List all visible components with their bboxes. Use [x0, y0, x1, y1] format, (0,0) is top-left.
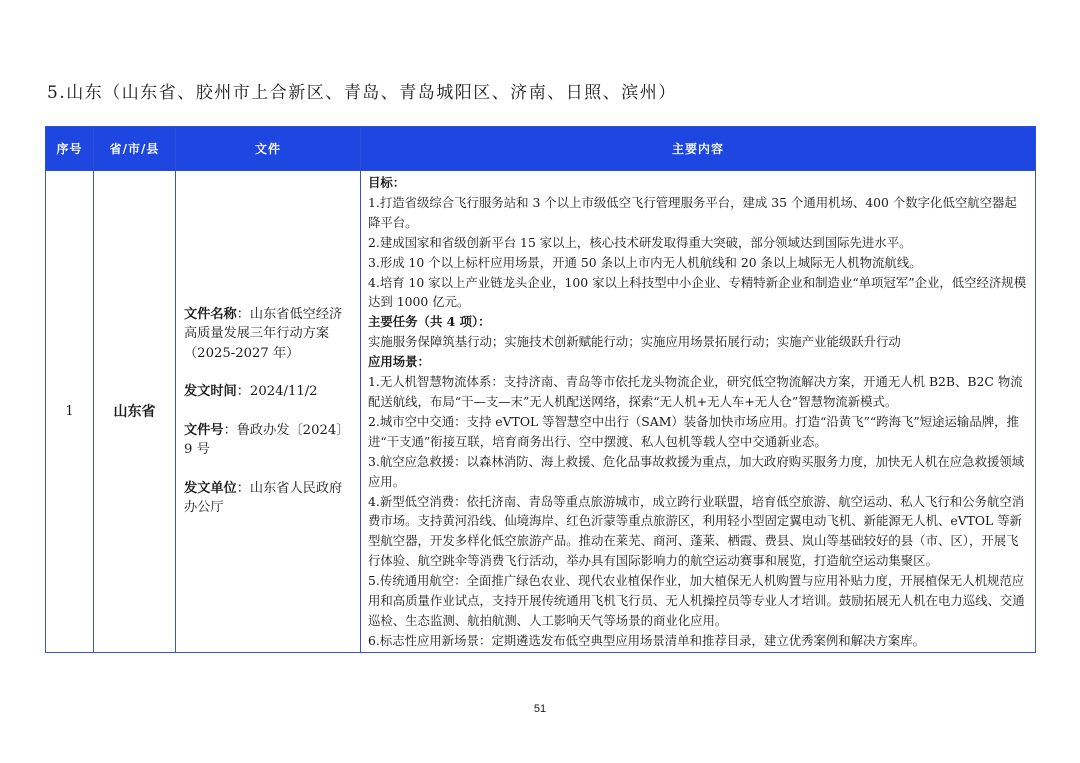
table-row: [46, 171, 1036, 653]
file-date-label: 发文时间: [184, 384, 237, 400]
page-number: 51: [533, 703, 547, 715]
policy-table: [45, 126, 1036, 653]
file-issuer: [184, 479, 354, 518]
header-content: 主要内容: [361, 127, 1036, 171]
file-number: [184, 421, 354, 460]
scene-item: 6.标志性应用新场景：定期遴选发布低空典型应用场景清单和推荐目录，建立优秀案例和解决方案库。: [368, 632, 926, 648]
file-date-value: ：2024/11/2: [236, 384, 318, 400]
goal-item: 3.形成 10 个以上标杆应用场景，开通 50 条以上市内无人机航线和 20 条以上城际无人机物流航线。: [368, 254, 922, 270]
scene-item: 2.城市空中交通：支持 eVTOL 等智慧空中出行（SAM）装备加快市场应用。打造“沿黄飞”“跨海飞”短途运输品牌，推进“干支通”衔接互联，培育商务出行、空中摆渡、私人包机等载人空中交通新业态。: [368, 413, 1019, 449]
file-name-value: ：山东省低空经济高质量发展三年行动方案（2025-2027 年）: [184, 306, 343, 361]
file-name: [184, 305, 354, 364]
scene-item: 3.航空应急救援：以森林消防、海上救援、危化品事故救援为重点，加大政府购买服务力度，加快无人机在应急救援领域应用。: [368, 453, 1025, 489]
main-content-cell: [361, 171, 1036, 653]
table-header-row: [46, 127, 1036, 171]
row-province: 山东省: [94, 171, 176, 653]
section-heading: 5.山东（山东省、胶州市上合新区、青岛、青岛城阳区、济南、日照、滨州）: [47, 83, 677, 103]
tasks-title: 主要任务（共 4 项）：: [368, 314, 491, 330]
goals-title: 目标：: [368, 175, 406, 190]
file-number-value: ：鲁政办发〔2024〕9 号: [184, 422, 350, 458]
header-region: 省/市/县: [94, 127, 176, 171]
row-index: 1: [46, 171, 94, 653]
file-info-cell: [176, 171, 361, 653]
scene-item: 1.无人机智慧物流体系：支持济南、青岛等市依托龙头物流企业，研究低空物流解决方案，开通无人机 B2B、B2C 物流配送航线，布局“干—支—末”无人机配送网络，探索“无人机+无人车+无人仓”智慧物流新模式。: [368, 374, 1023, 409]
goal-item: 2.建成国家和省级创新平台 15 家以上，核心技术研发取得重大突破，部分领域达到国际先进水平。: [368, 234, 912, 250]
file-issuer-value: ：山东省人民政府办公厅: [184, 480, 343, 516]
file-date: [184, 382, 354, 402]
goal-item: 4.培育 10 家以上产业链龙头企业，100 家以上科技型中小企业、专精特新企业和制造业“单项冠军”企业，低空经济规模达到 1000 亿元。: [368, 274, 1027, 310]
file-name-label: 文件名称: [184, 306, 237, 322]
file-number-label: 文件号: [184, 422, 224, 438]
header-file: 文件: [176, 127, 361, 171]
header-index: 序号: [46, 127, 94, 171]
scenes-title: 应用场景：: [368, 354, 430, 370]
scene-item: 5.传统通用航空：全面推广绿色农业、现代农业植保作业，加大植保无人机购置与应用补贴力度，开展植保无人机规范应用和高质量作业试点，支持开展传统通用飞机飞行员、无人机操控员等专业人才培训。鼓励拓展无人机在电力巡线、交通巡检、生态监测、航拍航测、人工影响天气等场景的商业化应用。: [368, 573, 1025, 628]
scene-item: 4.新型低空消费：依托济南、青岛等重点旅游城市，成立跨行业联盟，培育低空旅游、航空运动、私人飞行和公务航空消费市场。支持黄河沿线、仙境海岸、红色沂蒙等重点旅游区，利用轻小型固定翼电动飞机、新能源无人机、eVTOL 等新型航空器，开发多样化低空旅游产品。推动在莱芜、商河、蓬莱、栖霞、费县、岚山等基础较好的县（市、区），开展飞行体验、航空跳伞等消费飞行活动，举办具有国际影响力的航空运动赛事和展览，打造航空运动集聚区。: [368, 493, 1025, 569]
goal-item: 1.打造省级综合飞行服务站和 3 个以上市级低空飞行管理服务平台，建成 35 个通用机场、400 个数字化低空航空器起降平台。: [368, 194, 1017, 230]
file-issuer-label: 发文单位: [184, 480, 237, 496]
tasks-text: 实施服务保障筑基行动；实施技术创新赋能行动；实施应用场景拓展行动；实施产业能级跃升行动: [368, 334, 901, 350]
